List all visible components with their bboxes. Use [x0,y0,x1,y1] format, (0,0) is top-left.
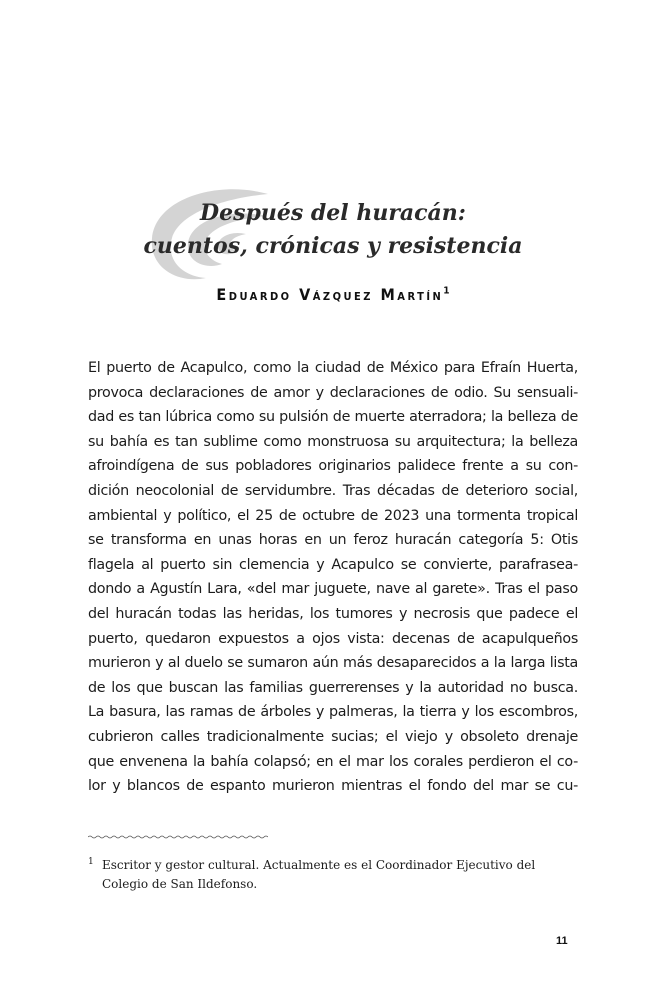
body-line: que envenena la bahía colapsó; en el mar los corales perdieron el co- [88,753,578,770]
body-line: murieron y al duelo se sumaron aún más desaparecidos a la larga lista [88,655,578,672]
body-line: de los que buscan las familias guerrerenses y la autoridad no busca. [88,679,578,696]
chapter-title-line-1: Después del huracán: [200,200,466,226]
body-paragraph [88,356,578,799]
body-line: ambiental y político, el 25 de octubre de 2023 una tormenta tropical [88,507,578,524]
author-footnote-marker: 1 [443,285,450,297]
body-line: cubrieron calles tradicionalmente sucias; el viejo y obsoleto drenaje [88,728,578,745]
body-line: lor y blancos de espanto murieron mientras el fondo del mar se cu- [88,778,578,795]
footnote-marker: 1 [88,857,94,867]
chapter-title-line-2: cuentos, crónicas y resistencia [143,233,523,259]
body-line: dad es tan lúbrica como su pulsión de muerte aterradora; la belleza de [88,409,578,426]
body-line: puerto, quedaron expuestos a ojos vista: decenas de acapulqueños [88,630,578,647]
footnote [88,856,578,894]
body-line: flagela al puerto sin clemencia y Acapulco se convierte, parafrasea- [88,556,578,573]
page-number: 11 [556,935,568,947]
body-line: se transforma en unas horas en un feroz huracán categoría 5: Otis [88,532,578,549]
footnote-text: Escritor y gestor cultural. Actualmente es el Coordinador Ejecutivo del Colegio de San Ildefonso. [102,858,536,891]
body-line: dición neocolonial de servidumbre. Tras décadas de deterioro social, [88,482,578,499]
body-line: El puerto de Acapulco, como la ciudad de México para Efraín Huerta, [88,360,578,376]
body-line: provoca declaraciones de amor y declaraciones de odio. Su sensuali- [88,384,578,401]
body-line: dondo a Agustín Lara, «del mar juguete, nave al garete». Tras el paso [88,581,578,598]
body-line: su bahía es tan sublime como monstruosa su arquitectura; la belleza [88,433,578,450]
body-line: del huracán todas las heridas, los tumores y necrosis que padece el [88,605,578,622]
chapter-author [0,285,666,304]
author-name: Eduardo Vázquez Martín [216,285,444,304]
body-line: afroindígena de sus pobladores originarios palidece frente a su con- [88,458,578,475]
body-line: La basura, las ramas de árboles y palmeras, la tierra y los escombros, [88,704,578,721]
footnote-separator [88,835,268,839]
